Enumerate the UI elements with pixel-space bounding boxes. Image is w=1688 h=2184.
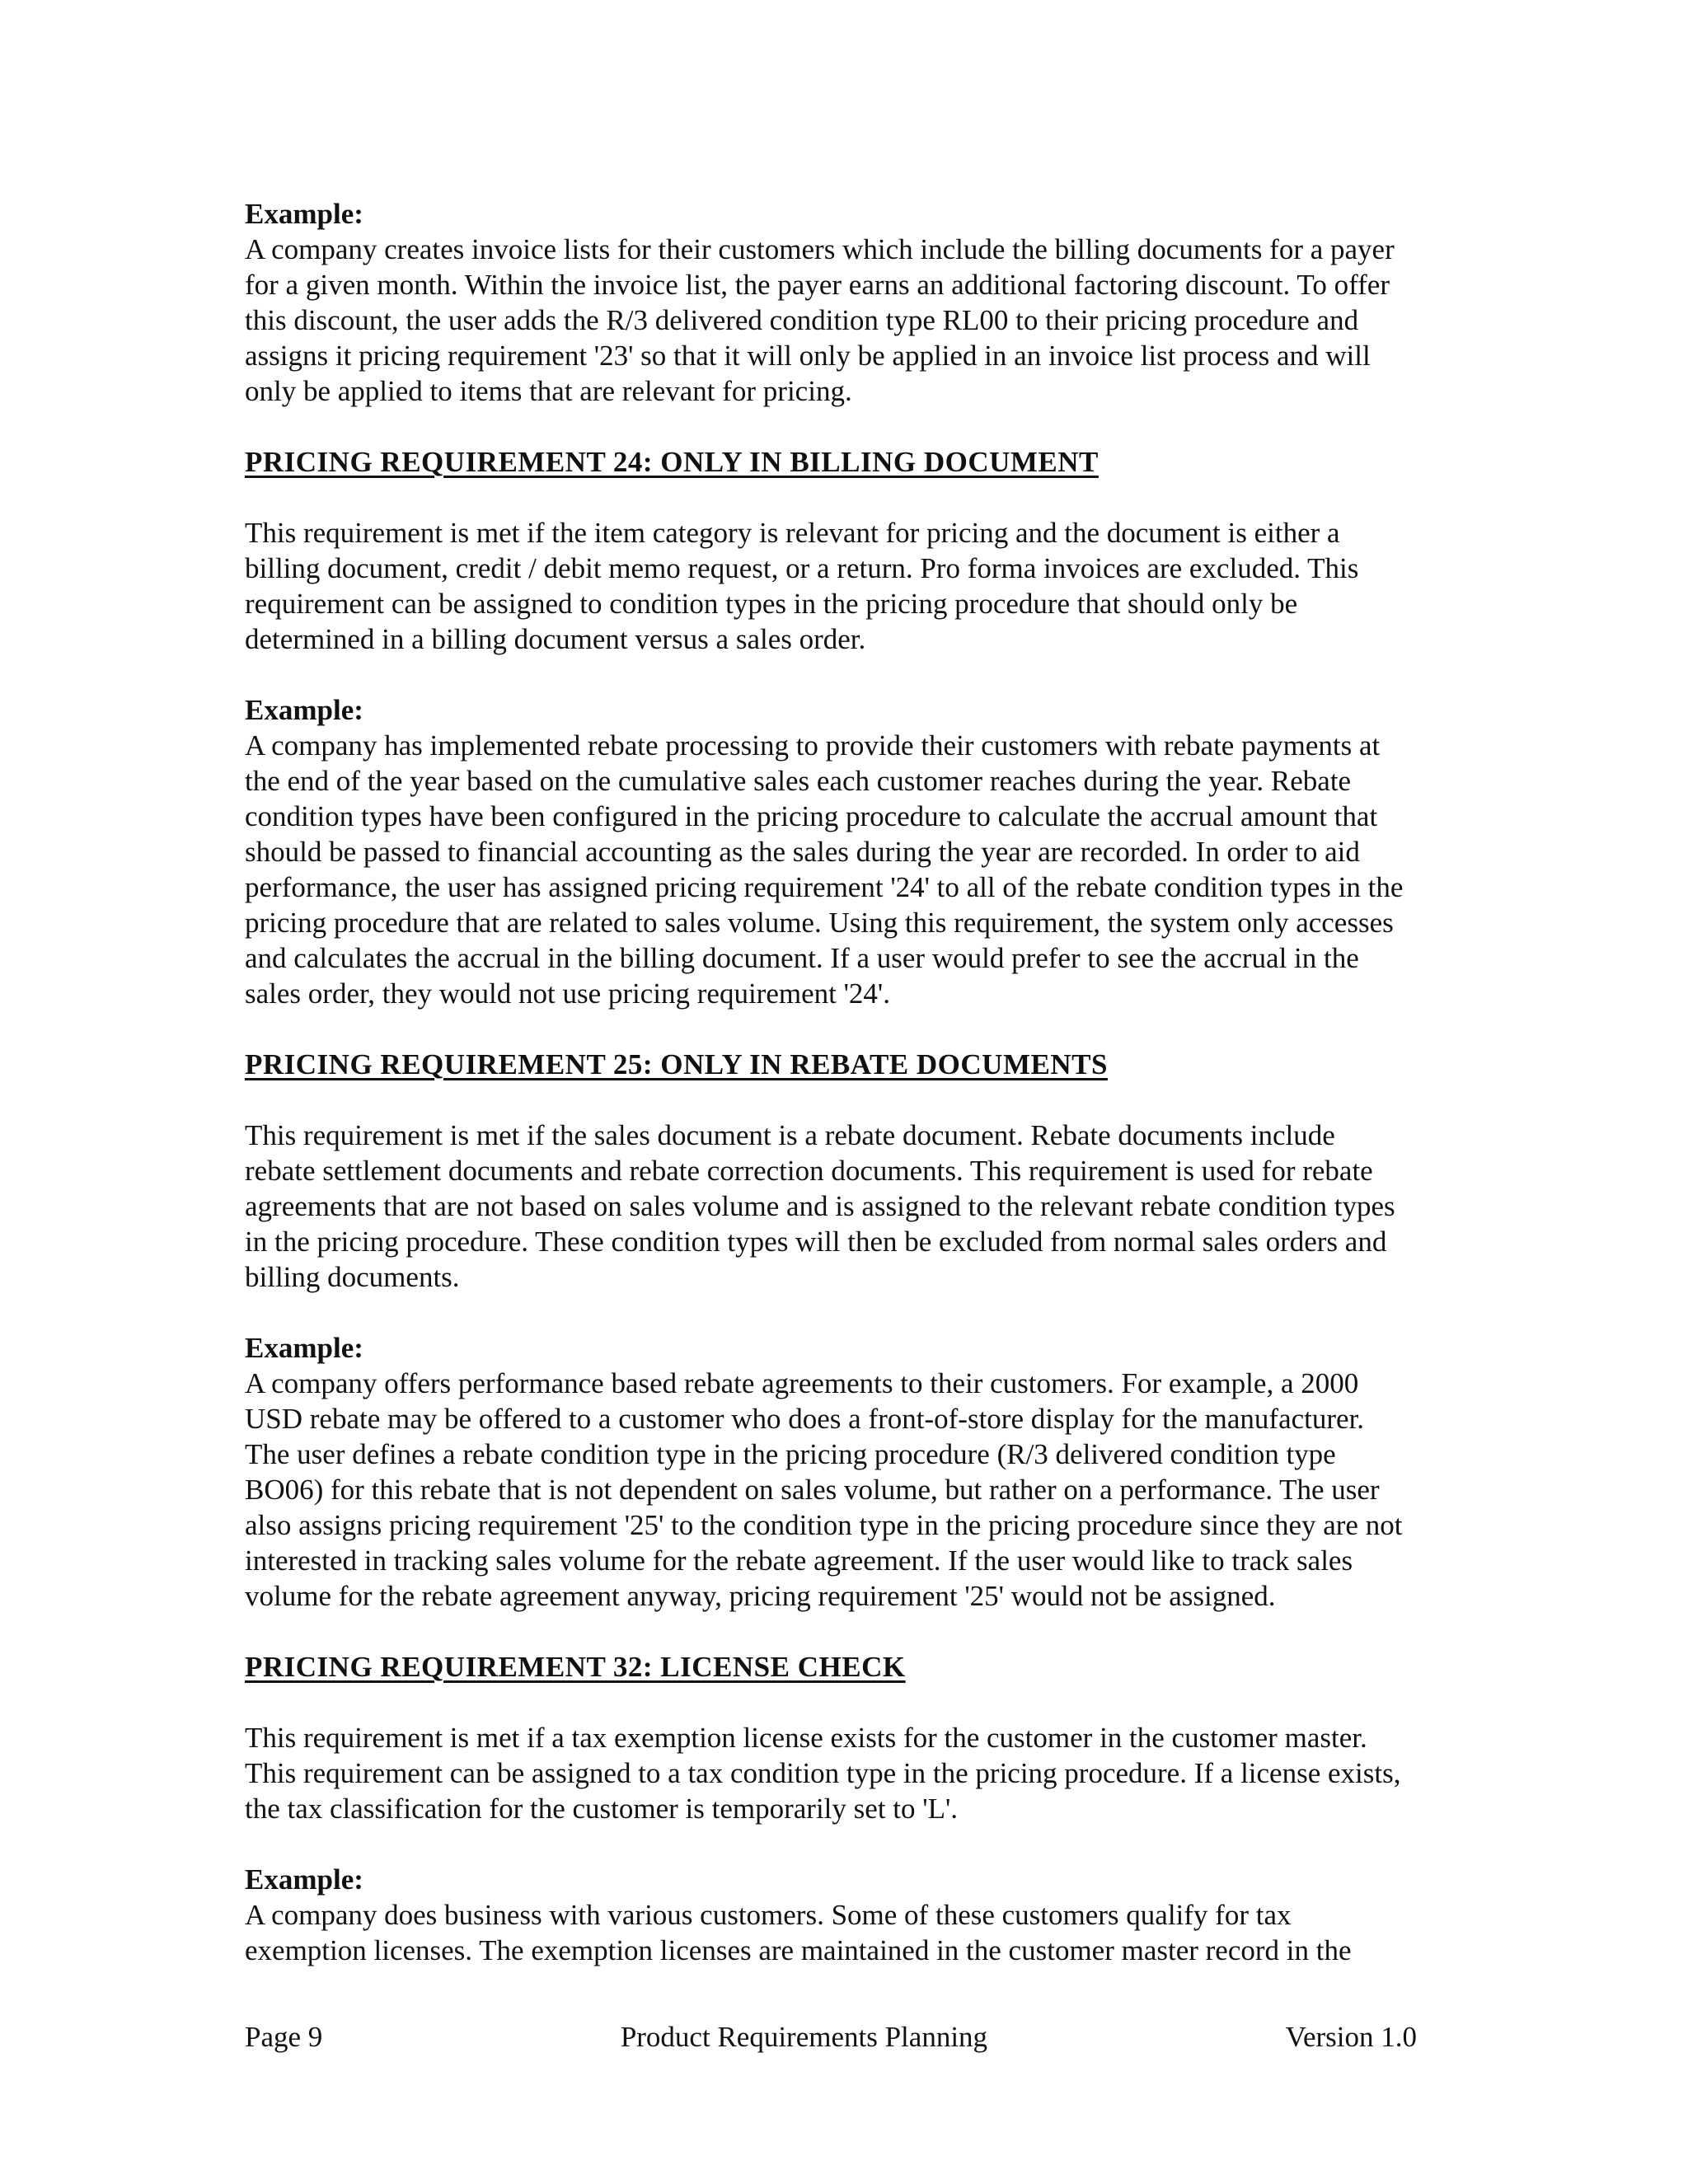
example-label-3: Example: <box>245 1332 363 1364</box>
paragraph-requirement-32: This requirement is met if a tax exemption license exists for the customer in the customer master. This requirement can be assigned to a tax condition type in the pricing procedure. If a license exists, the tax classification for the customer is temporarily set to 'L'. <box>245 1722 1401 1825</box>
example-label-1: Example: <box>245 198 363 230</box>
document-body <box>245 196 1481 1968</box>
example-paragraph-rebate-processing: A company has implemented rebate processing to provide their customers with rebate payments at the end of the year based on the cumulative sales each customer reaches during the year. Rebate condition types have been configured in the pricing procedure to calculate the accrual amount that should be passed to financial accounting as the sales during the year are recorded. In order to aid performance, the user has assigned pricing requirement '24' to all of the rebate condition types in the pricing procedure that are related to sales volume. Using this requirement, the system only accesses and calculates the accrual in the billing document. If a user would prefer to see the accrual in the sales order, they would not use pricing requirement '24'. <box>245 729 1404 1010</box>
paragraph-requirement-24: This requirement is met if the item category is relevant for pricing and the document is either a billing document, credit / debit memo request, or a return. Pro forma invoices are excluded. This requirement can be assigned to condition types in the pricing procedure that should only be determined in a billing document versus a sales order. <box>245 517 1359 655</box>
section-heading-requirement-24: PRICING REQUIREMENT 24: ONLY IN BILLING DOCUMENT <box>245 446 1099 478</box>
section-heading-requirement-32: PRICING REQUIREMENT 32: LICENSE CHECK <box>245 1651 906 1683</box>
example-label-4: Example: <box>245 1863 363 1896</box>
section-heading-requirement-25: PRICING REQUIREMENT 25: ONLY IN REBATE DOCUMENTS <box>245 1048 1108 1080</box>
example-paragraph-tax-exemption: A company does business with various customers. Some of these customers qualify for tax exemption licenses. The exemption licenses are maintained in the customer master record in the <box>245 1899 1352 1966</box>
paragraph-requirement-25: This requirement is met if the sales document is a rebate document. Rebate documents include rebate settlement documents and rebate correction documents. This requirement is used for rebate agreements that are not based on sales volume and is assigned to the relevant rebate condition types in the pricing procedure. These condition types will then be excluded from normal sales orders and billing documents. <box>245 1119 1395 1293</box>
page-footer <box>245 2019 1417 2055</box>
footer-page-number: Page 9 <box>245 2021 323 2053</box>
example-paragraph-invoice-list: A company creates invoice lists for their customers which include the billing documents for a payer for a given month. Within the invoice list, the payer earns an additional factoring discount. To offer this discount, the user adds the R/3 delivered condition type RL00 to their pricing procedure and assigns it pricing requirement '23' so that it will only be applied in an invoice list process and will only be applied to items that are relevant for pricing. <box>245 233 1395 407</box>
example-paragraph-performance-rebate: A company offers performance based rebate agreements to their customers. For example, a 2000 USD rebate may be offered to a customer who does a front-of-store display for the manufacturer. The user defines a rebate condition type in the pricing procedure (R/3 delivered condition type BO06) for this rebate that is not dependent on sales volume, but rather on a performance. The user also assigns pricing requirement '25' to the condition type in the pricing procedure since they are not interested in tracking sales volume for the rebate agreement. If the user would like to track sales volume for the rebate agreement anyway, pricing requirement '25' would not be assigned. <box>245 1367 1403 1612</box>
footer-document-title: Product Requirements Planning <box>620 2021 988 2053</box>
footer-version: Version 1.0 <box>1285 2021 1417 2053</box>
example-label-2: Example: <box>245 694 363 726</box>
